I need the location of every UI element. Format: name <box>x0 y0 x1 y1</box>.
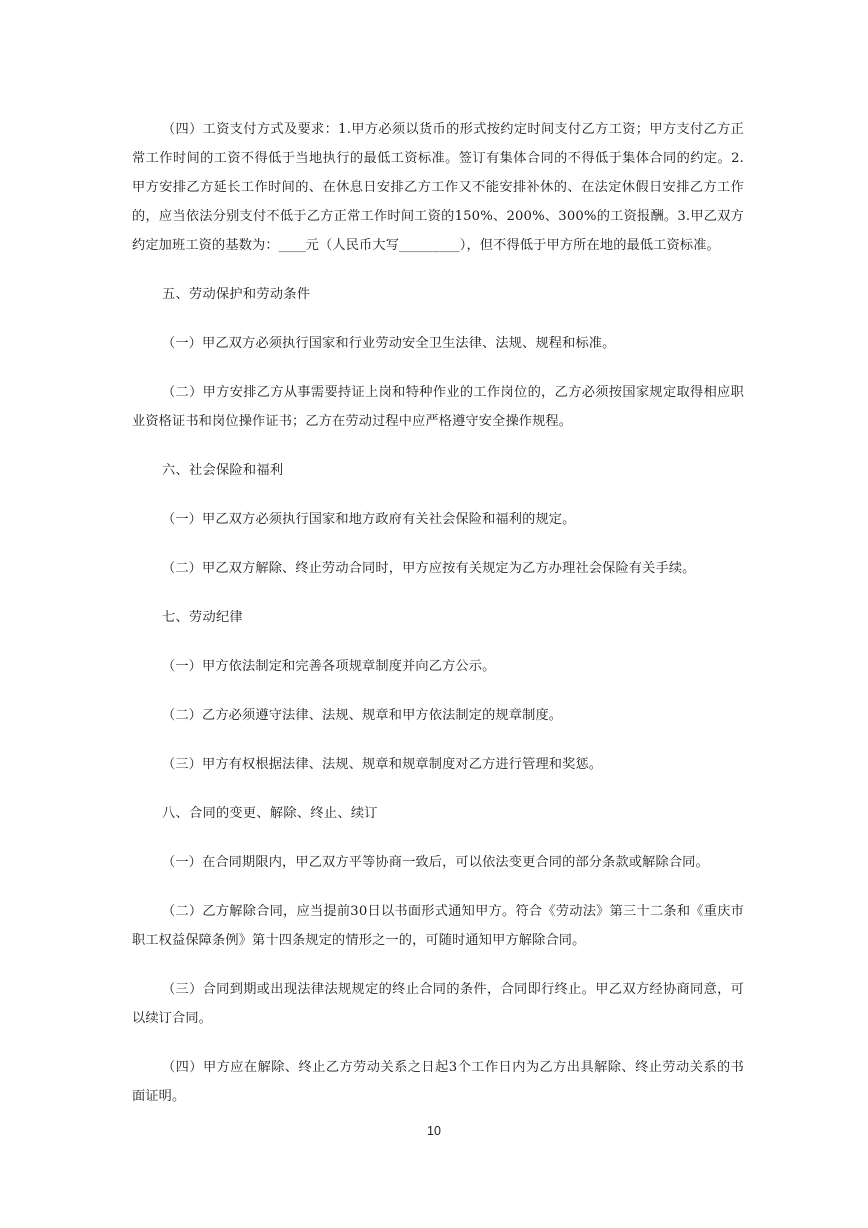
clause-employee-termination: （二）乙方解除合同，应当提前30日以书面形式通知甲方。符合《劳动法》第三十二条和《重庆市职工权益保障条例》第十四条规定的情形之一的，可随时通知甲方解除合同。 <box>132 904 744 948</box>
clause-insurance-rules: （一）甲乙双方必须执行国家和地方政府有关社会保险和福利的规定。 <box>162 512 576 527</box>
clause-wage-payment: （四）工资支付方式及要求：1.甲方必须以货币的形式按约定时间支付乙方工资；甲方支付乙方正常工作时间的工资不得低于当地执行的最低工资标准。签订有集体合同的不得低于集体合同的约定。2.甲方安排乙方延长工作时间的、在休息日安排乙方工作又不能安排补休的、在法定休假日安排乙方工作的，应当依法分别支付不低于乙方正常工作时间工资的150%、200%、300%的工资报酬。3.甲乙双方约定加班工资的基数为：____元（人民币大写_________），但不得低于甲方所在地的最低工资标准。 <box>132 122 744 253</box>
clause-contract-modification: （一）在合同期限内，甲乙双方平等协商一致后，可以依法变更合同的部分条款或解除合同。 <box>162 855 709 870</box>
clause-insurance-procedures: （二）甲乙双方解除、终止劳动合同时，甲方应按有关规定为乙方办理社会保险有关手续。 <box>162 561 696 576</box>
clause-obey-rules: （二）乙方必须遵守法律、法规、规章和甲方依法制定的规章制度。 <box>162 708 563 723</box>
document-body <box>132 115 744 1131</box>
page-number: 10 <box>427 1124 441 1138</box>
clause-contract-expiry: （三）合同到期或出现法律法规规定的终止合同的条件，合同即行终止。甲乙双方经协商同意，可以续订合同。 <box>132 982 744 1026</box>
section-heading-labor-protection: 五、劳动保护和劳动条件 <box>162 287 311 302</box>
section-heading-contract-changes: 八、合同的变更、解除、终止、续订 <box>162 806 378 821</box>
clause-management-rights: （三）甲方有权根据法律、法规、规章和规章制度对乙方进行管理和奖惩。 <box>162 757 603 772</box>
clause-safety-laws: （一）甲乙双方必须执行国家和行业劳动安全卫生法律、法规、规程和标准。 <box>162 336 616 351</box>
clause-rules-publication: （一）甲方依法制定和完善各项规章制度并向乙方公示。 <box>162 659 496 674</box>
section-heading-labor-discipline: 七、劳动纪律 <box>162 610 243 625</box>
clause-termination-certificate: （四）甲方应在解除、终止乙方劳动关系之日起3个工作日内为乙方出具解除、终止劳动关系的书面证明。 <box>132 1060 744 1104</box>
section-heading-social-insurance: 六、社会保险和福利 <box>162 463 284 478</box>
clause-certification: （二）甲方安排乙方从事需要持证上岗和特种作业的工作岗位的，乙方必须按国家规定取得相应职业资格证书和岗位操作证书；乙方在劳动过程中应严格遵守安全操作规程。 <box>132 385 744 429</box>
